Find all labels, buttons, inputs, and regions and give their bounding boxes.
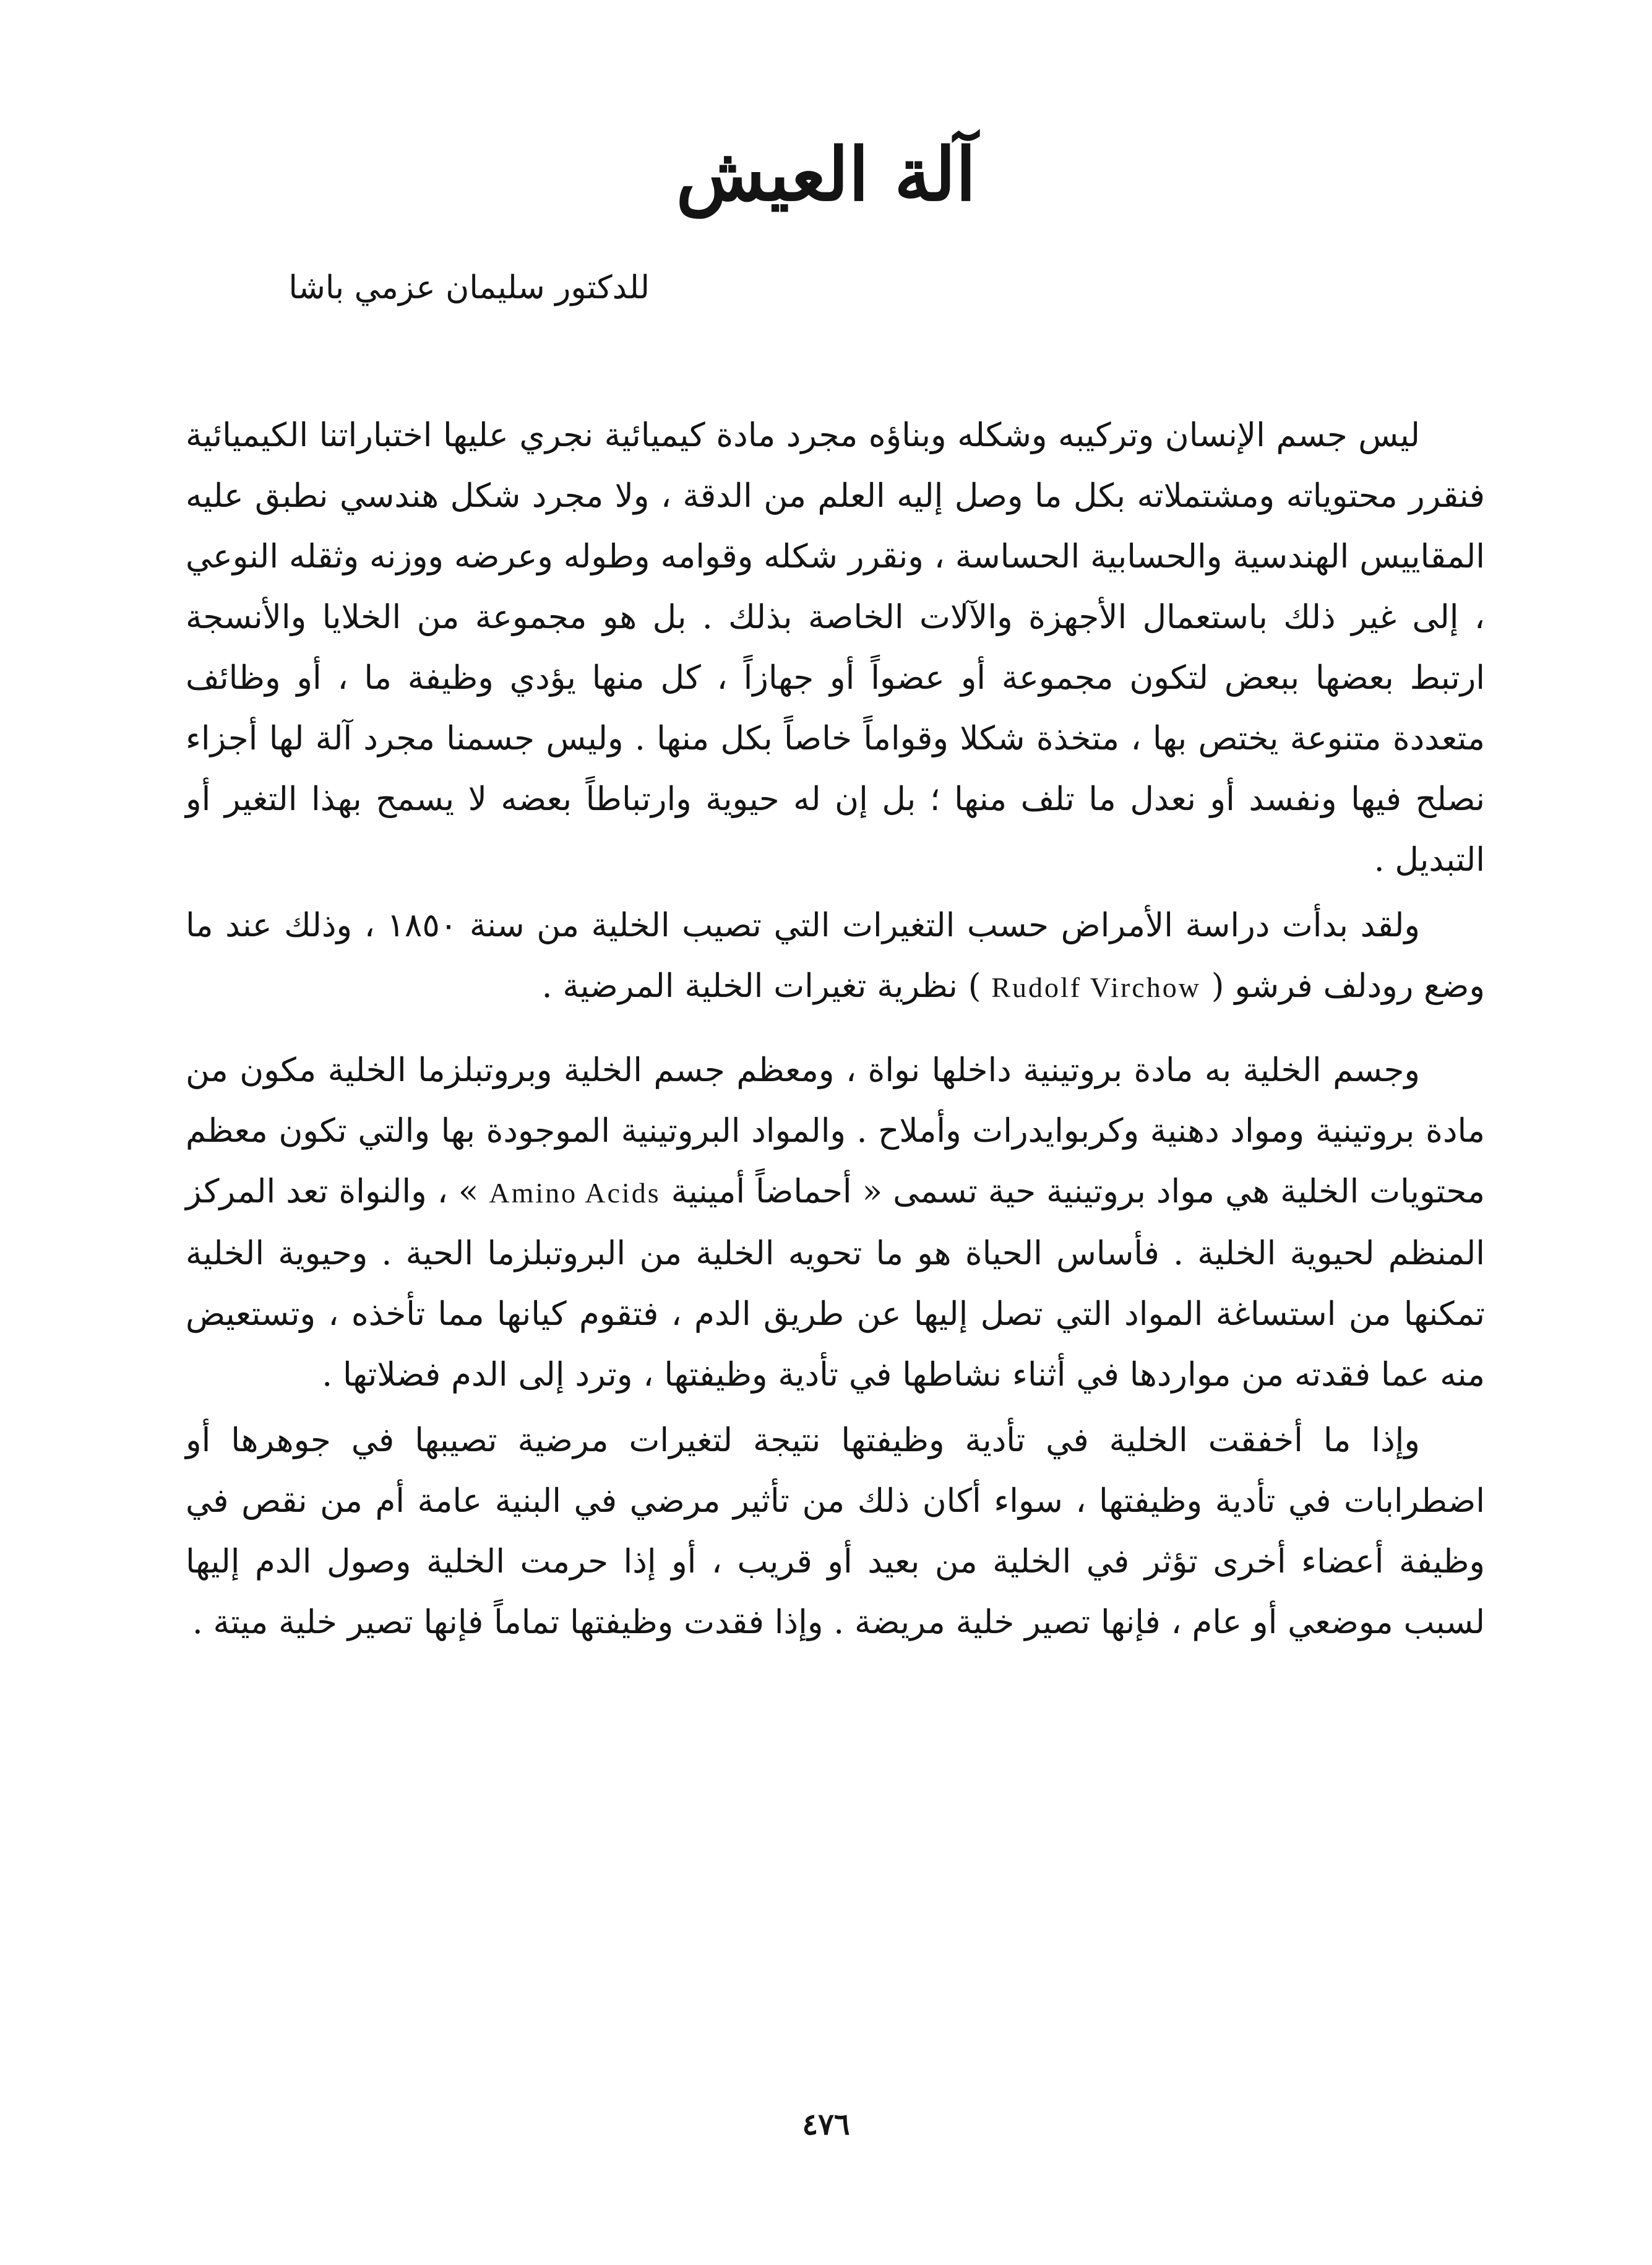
article-body (186, 405, 1485, 1653)
latin-term-amino-acids: Amino Acids (489, 1177, 661, 1209)
paragraph-2-text-end: ) نظرية تغيرات الخلية المرضية . (541, 967, 981, 1005)
paragraph-1: ليس جسم الإنسان وتركيبه وشكله وبناؤه مجرد مادة كيميائية نجري عليها اختباراتنا الكيميائية فنقرر محتوياته ومشتملاته بكل ما وصل إليه العلم من الدقة ، ولا مجرد شكل هندسي نطبق عليه المقاييس الهندسية والحسابية الحساسة ، ونقرر شكله وقوامه وطوله وعرضه ووزنه وثقله النوعي ، إلى غير ذلك باستعمال الأجهزة والآلات الخاصة بذلك . بل هو مجموعة من الخلايا والأنسجة ارتبط بعضها ببعض لتكون مجموعة أو عضواً أو جهازاً ، كل منها يؤدي وظيفة ما ، أو وظائف متعددة متنوعة يختص بها ، متخذة شكلا وقواماً خاصاً بكل منها . وليس جسمنا مجرد آلة لها أجزاء نصلح فيها ونفسد أو نعدل ما تلف منها ؛ بل إن له حيوية وارتباطاً بعضه لا يسمح بهذا التغير أو التبديل . (186, 416, 1485, 879)
page-number: ٤٧٦ (802, 2107, 850, 2142)
paragraph-2 (186, 895, 1485, 1018)
article-title: آلة العيش (676, 131, 976, 217)
author-line: للدكتور سليمان عزمي باشا (288, 269, 650, 306)
paragraph-4: وإذا ما أخفقت الخلية في تأدية وظيفتها نتيجة لتغيرات مرضية تصيبها في جوهرها أو اضطرابات في تأدية وظيفتها ، سواء أكان ذلك من تأثير مرضي في البنية عامة أم من نقص في وظيفة أعضاء أخرى تؤثر في الخلية من بعيد أو قريب ، أو إذا حرمت الخلية وصول الدم إليها لسبب موضعي أو عام ، فإنها تصير خلية مريضة . وإذا فقدت وظيفتها تماماً فإنها تصير خلية ميتة . (186, 1422, 1485, 1641)
paragraph-2-text-start: ولقد بدأت دراسة الأمراض حسب التغيرات التي تصيب الخلية من سنة ١٨٥٠ ، وذلك عند ما وضع رودلف فرشو ( (186, 907, 1485, 1005)
paragraph-3 (186, 1040, 1485, 1405)
paragraph-3-text-end: » ، والنواة تعد المركز المنظم لحيوية الخلية . فأساس الحياة هو ما تحويه الخلية من البروتبلزما الحية . وحيوية الخلية تمكنها من استساغة المواد التي تصل إليها عن طريق الدم ، فتقوم كيانها مما تأخذه ، وتستعيض منه عما فقدته من مواردها في أثناء نشاطها في تأدية وظيفتها ، وترد إلى الدم فضلاتها . (186, 1173, 1485, 1394)
paragraph-3-text-start: وجسم الخلية به مادة بروتينية داخلها نواة ، ومعظم جسم الخلية وبروتبلزما الخلية مكون من مادة بروتينية ومواد دهنية وكربوايدرات وأملاح . والمواد البروتينية الموجودة بها والتي تكون معظم محتويات الخلية هي مواد بروتينية حية تسمى « أحماضاً أمينية (186, 1051, 1485, 1210)
latin-name-virchow: Rudolf Virchow (991, 972, 1201, 1003)
